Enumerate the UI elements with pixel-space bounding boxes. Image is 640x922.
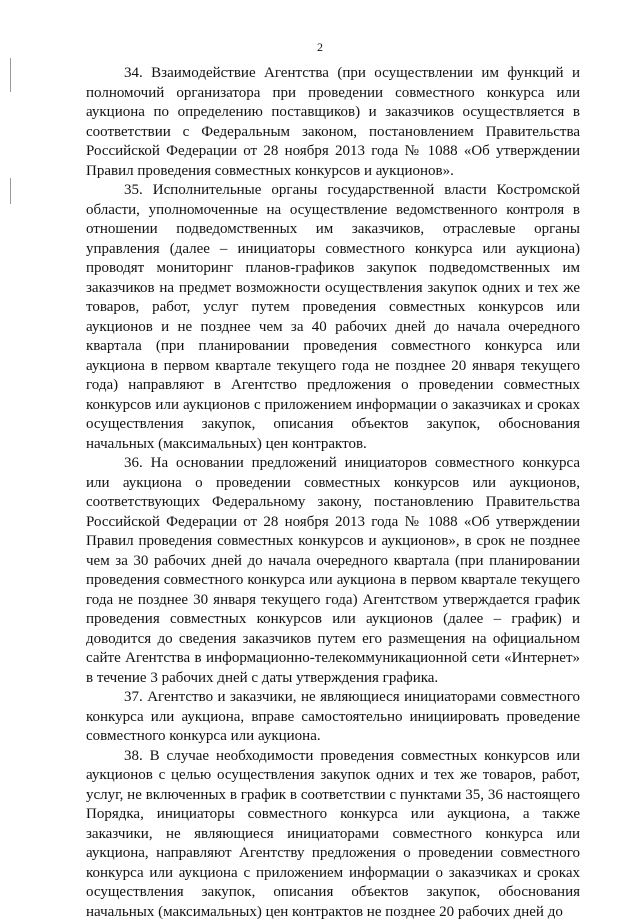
paragraph-37: 37. Агентство и заказчики, не являющиеся инициаторами совместного конкурса или аукциона, вправе самостоятельно инициировать проведение совместного конкурса или аукциона. xyxy=(86,688,580,747)
paragraph-38: 38. В случае необходимости проведения совместных конкурсов или аукционов с целью осуществления закупок одних и тех же товаров, работ, услуг, не включенных в график в соответствии с пунктами 35, 36 настоящего Порядка, инициаторы совместного конкурса или аукциона, а также заказчики, не являющиеся инициаторами совместного конкурса или аукциона, направляют Агентству предложения о проведении совместного конкурса или аукциона с приложением информации о заказчиках и сроках осуществления закупок, описания объектов закупок, обоснования начальных (максимальных) цен контрактов не позднее 20 рабочих дней до xyxy=(86,747,580,922)
scan-edge-mark xyxy=(10,58,11,92)
paragraph-36: 36. На основании предложений инициаторов совместного конкурса или аукциона о проведении совместных конкурсов или аукционов, соответствующих Федеральному закону, постановлению Правительства Российской Федерации от 28 ноября 2013 года № 1088 «Об утверждении Правил проведения совместных конкурсов и аукционов», в срок не позднее чем за 30 рабочих дней до начала очередного квартала (при планировании проведения совместного конкурса или аукциона в первом квартале текущего года не позднее 30 января текущего года) Агентством утверждается график проведения совместных конкурсов или аукционов (далее – график) и доводится до сведения заказчиков путем его размещения на официальном сайте Агентства в информационно-телекоммуникационной сети «Интернет» в течение 3 рабочих дней с даты утверждения графика. xyxy=(86,454,580,688)
document-body xyxy=(86,64,580,922)
paragraph-35: 35. Исполнительные органы государственной власти Костромской области, уполномоченные на осуществление ведомственного контроля в отношении подведомственных им заказчиков, отраслевые органы управления (далее – инициаторы совместного конкурса или аукциона) проводят мониторинг планов-графиков закупок подведомственных им заказчиков на предмет возможности осуществления закупок одних и тех же товаров, работ, услуг путем проведения совместных конкурсов или аукционов и не позднее чем за 40 рабочих дней до начала очередного квартала (при планировании проведения совместного конкурса или аукциона в первом квартале текущего года не позднее 20 января текущего года) направляют в Агентство предложения о проведении совместных конкурсов или аукционов с приложением информации о заказчиках и сроках осуществления закупок, описания объектов закупок, обоснования начальных (максимальных) цен контрактов. xyxy=(86,181,580,454)
page-number: 2 xyxy=(0,40,640,54)
paragraph-34: 34. Взаимодействие Агентства (при осуществлении им функций и полномочий организатора при проведении совместного конкурса или аукциона по определению поставщиков) и заказчиков осуществляется в соответствии с Федеральным законом, постановлением Правительства Российской Федерации от 28 ноября 2013 года № 1088 «Об утверждении Правил проведения совместных конкурсов и аукционов». xyxy=(86,64,580,181)
scan-edge-mark xyxy=(10,178,11,204)
